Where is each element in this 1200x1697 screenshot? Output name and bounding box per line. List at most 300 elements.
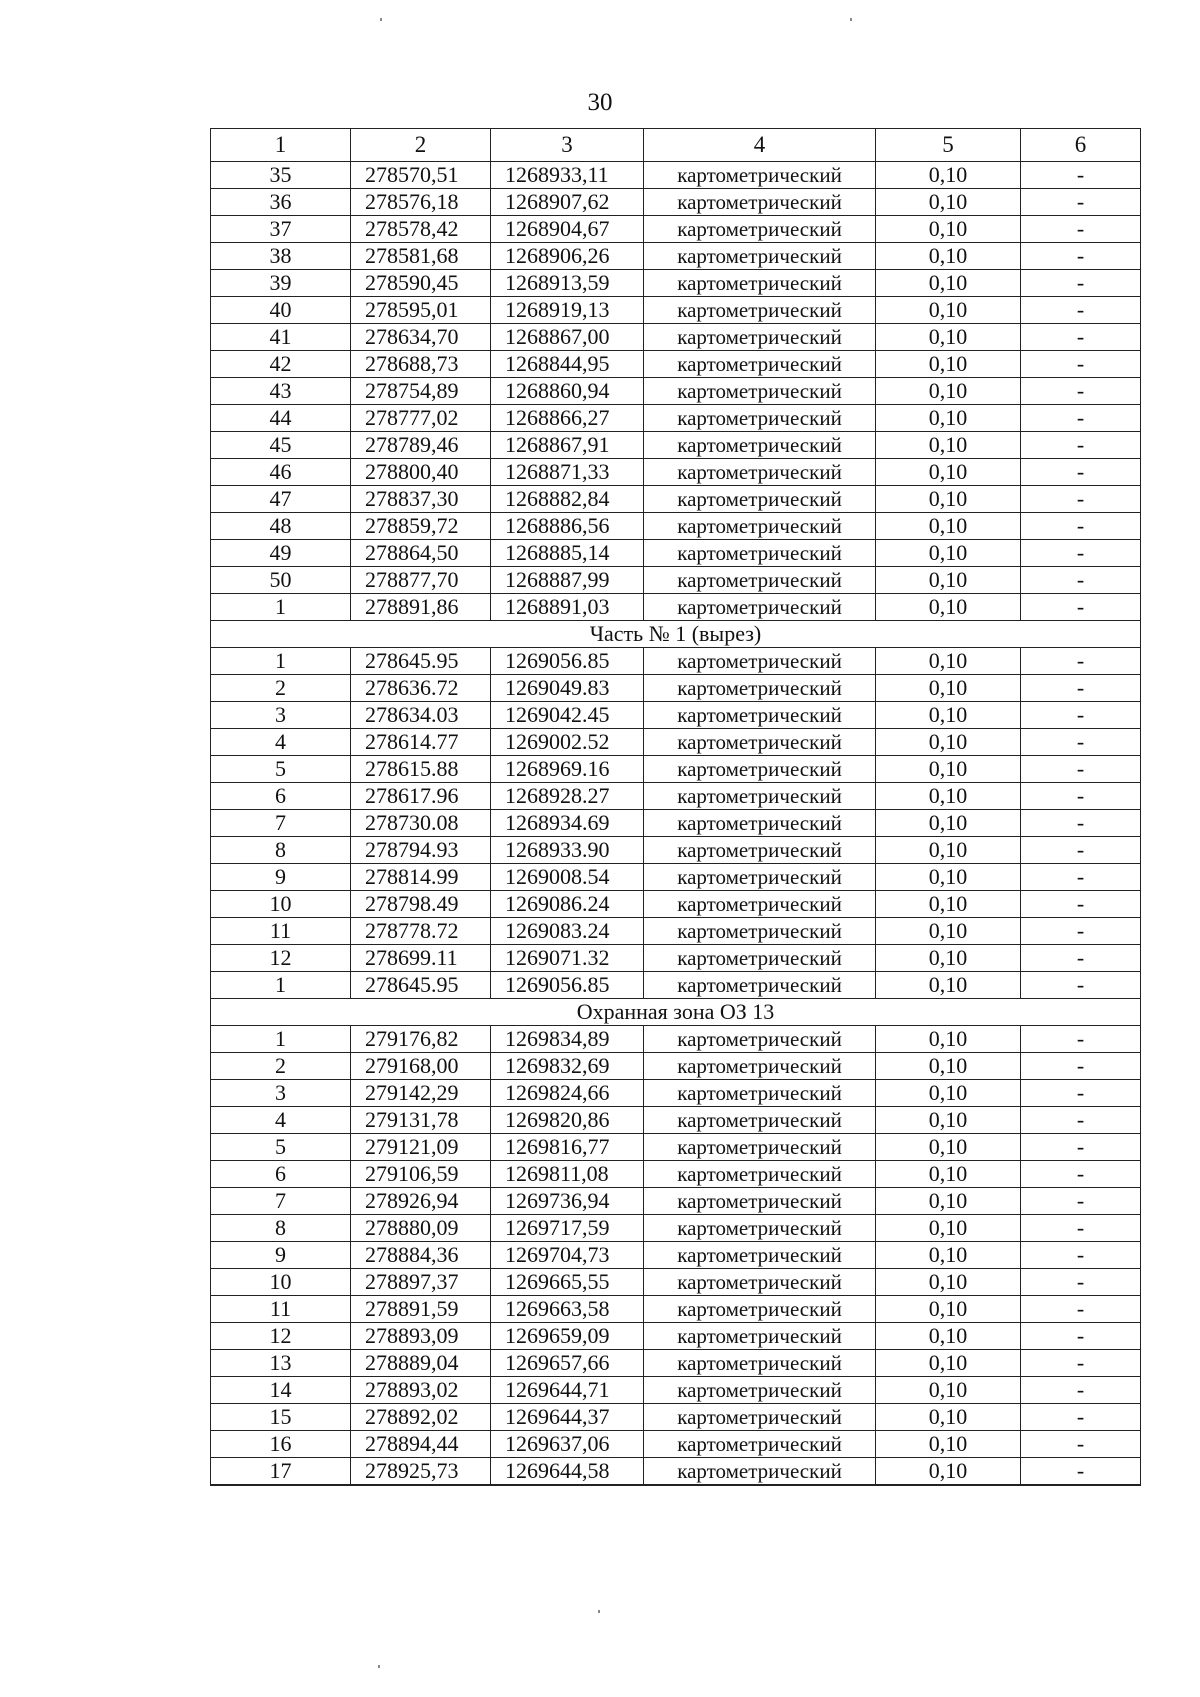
table-row (211, 648, 1141, 675)
method-cell: картометрический (644, 405, 876, 432)
scan-speck (378, 1665, 380, 1668)
section-row (211, 621, 1141, 648)
coord-y-cell: 1268886,56 (491, 513, 644, 540)
note-cell: - (1021, 405, 1141, 432)
table-row (211, 243, 1141, 270)
accuracy-cell: 0,10 (876, 729, 1021, 756)
coord-x-cell: 278570,51 (351, 162, 491, 189)
accuracy-cell: 0,10 (876, 270, 1021, 297)
coord-x-cell: 278688,73 (351, 351, 491, 378)
table-row (211, 459, 1141, 486)
table-row (211, 1107, 1141, 1134)
coord-x-cell: 278645.95 (351, 972, 491, 999)
table-row (211, 1350, 1141, 1377)
table-row (211, 216, 1141, 243)
method-cell: картометрический (644, 459, 876, 486)
coord-x-cell: 279106,59 (351, 1161, 491, 1188)
note-cell: - (1021, 1242, 1141, 1269)
header-cell: 4 (644, 129, 876, 162)
accuracy-cell: 0,10 (876, 837, 1021, 864)
point-number-cell: 12 (211, 1323, 351, 1350)
point-number-cell: 3 (211, 702, 351, 729)
method-cell: картометрический (644, 513, 876, 540)
table-row (211, 1026, 1141, 1053)
table-row (211, 432, 1141, 459)
method-cell: картометрический (644, 1458, 876, 1486)
method-cell: картометрический (644, 864, 876, 891)
accuracy-cell: 0,10 (876, 162, 1021, 189)
table-row (211, 729, 1141, 756)
point-number-cell: 10 (211, 891, 351, 918)
method-cell: картометрический (644, 1323, 876, 1350)
method-cell: картометрический (644, 1296, 876, 1323)
accuracy-cell: 0,10 (876, 189, 1021, 216)
note-cell: - (1021, 945, 1141, 972)
accuracy-cell: 0,10 (876, 1431, 1021, 1458)
coord-x-cell: 279142,29 (351, 1080, 491, 1107)
note-cell: - (1021, 864, 1141, 891)
method-cell: картометрический (644, 945, 876, 972)
method-cell: картометрический (644, 1161, 876, 1188)
point-number-cell: 1 (211, 972, 351, 999)
coord-y-cell: 1269644,37 (491, 1404, 644, 1431)
accuracy-cell: 0,10 (876, 459, 1021, 486)
note-cell: - (1021, 378, 1141, 405)
note-cell: - (1021, 756, 1141, 783)
coord-y-cell: 1269832,69 (491, 1053, 644, 1080)
point-number-cell: 36 (211, 189, 351, 216)
coord-x-cell: 278614.77 (351, 729, 491, 756)
method-cell: картометрический (644, 540, 876, 567)
point-number-cell: 46 (211, 459, 351, 486)
accuracy-cell: 0,10 (876, 1161, 1021, 1188)
method-cell: картометрический (644, 351, 876, 378)
coord-y-cell: 1268867,00 (491, 324, 644, 351)
accuracy-cell: 0,10 (876, 1458, 1021, 1486)
accuracy-cell: 0,10 (876, 297, 1021, 324)
point-number-cell: 43 (211, 378, 351, 405)
coord-y-cell: 1268866,27 (491, 405, 644, 432)
coord-x-cell: 278578,42 (351, 216, 491, 243)
accuracy-cell: 0,10 (876, 1080, 1021, 1107)
coord-x-cell: 278800,40 (351, 459, 491, 486)
coord-x-cell: 278864,50 (351, 540, 491, 567)
accuracy-cell: 0,10 (876, 351, 1021, 378)
coord-y-cell: 1269071.32 (491, 945, 644, 972)
coord-x-cell: 278730.08 (351, 810, 491, 837)
method-cell: картометрический (644, 1026, 876, 1053)
note-cell: - (1021, 459, 1141, 486)
accuracy-cell: 0,10 (876, 918, 1021, 945)
point-number-cell: 9 (211, 864, 351, 891)
header-cell: 2 (351, 129, 491, 162)
note-cell: - (1021, 1215, 1141, 1242)
note-cell: - (1021, 1350, 1141, 1377)
table-row (211, 1080, 1141, 1107)
note-cell: - (1021, 1080, 1141, 1107)
point-number-cell: 49 (211, 540, 351, 567)
point-number-cell: 6 (211, 1161, 351, 1188)
coord-x-cell: 278615.88 (351, 756, 491, 783)
point-number-cell: 7 (211, 810, 351, 837)
point-number-cell: 50 (211, 567, 351, 594)
note-cell: - (1021, 972, 1141, 999)
point-number-cell: 16 (211, 1431, 351, 1458)
coord-y-cell: 1268867,91 (491, 432, 644, 459)
accuracy-cell: 0,10 (876, 1134, 1021, 1161)
note-cell: - (1021, 1458, 1141, 1486)
point-number-cell: 1 (211, 1026, 351, 1053)
note-cell: - (1021, 918, 1141, 945)
method-cell: картометрический (644, 243, 876, 270)
accuracy-cell: 0,10 (876, 405, 1021, 432)
accuracy-cell: 0,10 (876, 540, 1021, 567)
note-cell: - (1021, 891, 1141, 918)
accuracy-cell: 0,10 (876, 1296, 1021, 1323)
table-row (211, 1296, 1141, 1323)
header-cell: 3 (491, 129, 644, 162)
method-cell: картометрический (644, 1431, 876, 1458)
table-row (211, 1053, 1141, 1080)
coord-y-cell: 1269834,89 (491, 1026, 644, 1053)
table-row (211, 324, 1141, 351)
method-cell: картометрический (644, 675, 876, 702)
point-number-cell: 8 (211, 837, 351, 864)
point-number-cell: 11 (211, 918, 351, 945)
coord-x-cell: 278814.99 (351, 864, 491, 891)
note-cell: - (1021, 1026, 1141, 1053)
coord-x-cell: 278859,72 (351, 513, 491, 540)
accuracy-cell: 0,10 (876, 1053, 1021, 1080)
point-number-cell: 45 (211, 432, 351, 459)
note-cell: - (1021, 702, 1141, 729)
coord-y-cell: 1269820,86 (491, 1107, 644, 1134)
coord-x-cell: 278636.72 (351, 675, 491, 702)
scan-speck (380, 18, 382, 21)
coord-y-cell: 1268907,62 (491, 189, 644, 216)
accuracy-cell: 0,10 (876, 324, 1021, 351)
coord-y-cell: 1269736,94 (491, 1188, 644, 1215)
coord-y-cell: 1268860,94 (491, 378, 644, 405)
table-row (211, 567, 1141, 594)
table-row (211, 864, 1141, 891)
coord-y-cell: 1268882,84 (491, 486, 644, 513)
table-row (211, 297, 1141, 324)
table-row (211, 972, 1141, 999)
note-cell: - (1021, 243, 1141, 270)
accuracy-cell: 0,10 (876, 1350, 1021, 1377)
point-number-cell: 38 (211, 243, 351, 270)
method-cell: картометрический (644, 324, 876, 351)
note-cell: - (1021, 162, 1141, 189)
point-number-cell: 3 (211, 1080, 351, 1107)
coord-x-cell: 278581,68 (351, 243, 491, 270)
point-number-cell: 14 (211, 1377, 351, 1404)
accuracy-cell: 0,10 (876, 216, 1021, 243)
note-cell: - (1021, 837, 1141, 864)
coord-y-cell: 1269049.83 (491, 675, 644, 702)
method-cell: картометрический (644, 1188, 876, 1215)
point-number-cell: 5 (211, 756, 351, 783)
accuracy-cell: 0,10 (876, 378, 1021, 405)
accuracy-cell: 0,10 (876, 783, 1021, 810)
point-number-cell: 12 (211, 945, 351, 972)
coord-y-cell: 1268919,13 (491, 297, 644, 324)
coord-y-cell: 1269086.24 (491, 891, 644, 918)
coord-y-cell: 1269663,58 (491, 1296, 644, 1323)
table-row (211, 594, 1141, 621)
table-row (211, 945, 1141, 972)
point-number-cell: 5 (211, 1134, 351, 1161)
coord-x-cell: 278894,44 (351, 1431, 491, 1458)
method-cell: картометрический (644, 810, 876, 837)
accuracy-cell: 0,10 (876, 675, 1021, 702)
note-cell: - (1021, 1053, 1141, 1080)
header-cell: 1 (211, 129, 351, 162)
method-cell: картометрический (644, 567, 876, 594)
coord-y-cell: 1269665,55 (491, 1269, 644, 1296)
section-title: Часть № 1 (вырез) (211, 621, 1141, 648)
coord-y-cell: 1269824,66 (491, 1080, 644, 1107)
coord-y-cell: 1268885,14 (491, 540, 644, 567)
method-cell: картометрический (644, 189, 876, 216)
coord-y-cell: 1269659,09 (491, 1323, 644, 1350)
coord-x-cell: 278884,36 (351, 1242, 491, 1269)
method-cell: картометрический (644, 270, 876, 297)
note-cell: - (1021, 675, 1141, 702)
note-cell: - (1021, 189, 1141, 216)
table-row (211, 702, 1141, 729)
point-number-cell: 13 (211, 1350, 351, 1377)
method-cell: картометрический (644, 648, 876, 675)
method-cell: картометрический (644, 1080, 876, 1107)
coord-x-cell: 278754,89 (351, 378, 491, 405)
table-row (211, 1404, 1141, 1431)
method-cell: картометрический (644, 1242, 876, 1269)
accuracy-cell: 0,10 (876, 702, 1021, 729)
table-row (211, 837, 1141, 864)
point-number-cell: 40 (211, 297, 351, 324)
scan-speck (850, 18, 852, 21)
method-cell: картометрический (644, 432, 876, 459)
coord-y-cell: 1268933,11 (491, 162, 644, 189)
coord-x-cell: 278891,86 (351, 594, 491, 621)
coord-y-cell: 1268844,95 (491, 351, 644, 378)
accuracy-cell: 0,10 (876, 945, 1021, 972)
point-number-cell: 1 (211, 648, 351, 675)
method-cell: картометрический (644, 729, 876, 756)
table-row (211, 891, 1141, 918)
coord-y-cell: 1269717,59 (491, 1215, 644, 1242)
accuracy-cell: 0,10 (876, 1377, 1021, 1404)
note-cell: - (1021, 486, 1141, 513)
table-row (211, 1323, 1141, 1350)
section-title: Охранная зона ОЗ 13 (211, 999, 1141, 1026)
coord-x-cell: 278893,02 (351, 1377, 491, 1404)
note-cell: - (1021, 1377, 1141, 1404)
accuracy-cell: 0,10 (876, 1107, 1021, 1134)
point-number-cell: 39 (211, 270, 351, 297)
table-header-row (211, 129, 1141, 162)
coord-y-cell: 1269657,66 (491, 1350, 644, 1377)
method-cell: картометрический (644, 1404, 876, 1431)
table-row (211, 351, 1141, 378)
note-cell: - (1021, 216, 1141, 243)
table-row (211, 918, 1141, 945)
table-row (211, 513, 1141, 540)
note-cell: - (1021, 729, 1141, 756)
coord-x-cell: 278590,45 (351, 270, 491, 297)
coord-x-cell: 278897,37 (351, 1269, 491, 1296)
table-row (211, 783, 1141, 810)
accuracy-cell: 0,10 (876, 1269, 1021, 1296)
coord-x-cell: 279168,00 (351, 1053, 491, 1080)
method-cell: картометрический (644, 783, 876, 810)
table-row (211, 486, 1141, 513)
accuracy-cell: 0,10 (876, 1215, 1021, 1242)
point-number-cell: 47 (211, 486, 351, 513)
table-body (211, 162, 1141, 1486)
point-number-cell: 9 (211, 1242, 351, 1269)
coord-y-cell: 1268871,33 (491, 459, 644, 486)
note-cell: - (1021, 1107, 1141, 1134)
table-row (211, 1215, 1141, 1242)
coord-x-cell: 279176,82 (351, 1026, 491, 1053)
coord-y-cell: 1268906,26 (491, 243, 644, 270)
point-number-cell: 1 (211, 594, 351, 621)
method-cell: картометрический (644, 1134, 876, 1161)
coord-x-cell: 278837,30 (351, 486, 491, 513)
coord-y-cell: 1269637,06 (491, 1431, 644, 1458)
coord-y-cell: 1268933.90 (491, 837, 644, 864)
coord-x-cell: 278926,94 (351, 1188, 491, 1215)
coord-y-cell: 1269056.85 (491, 648, 644, 675)
accuracy-cell: 0,10 (876, 1188, 1021, 1215)
table-row (211, 1377, 1141, 1404)
header-cell: 5 (876, 129, 1021, 162)
point-number-cell: 15 (211, 1404, 351, 1431)
method-cell: картометрический (644, 594, 876, 621)
table-row (211, 675, 1141, 702)
coord-y-cell: 1268934.69 (491, 810, 644, 837)
scan-speck (598, 1610, 600, 1613)
note-cell: - (1021, 1323, 1141, 1350)
table-row (211, 1242, 1141, 1269)
coord-y-cell: 1269083.24 (491, 918, 644, 945)
accuracy-cell: 0,10 (876, 513, 1021, 540)
coord-x-cell: 278877,70 (351, 567, 491, 594)
coord-x-cell: 278891,59 (351, 1296, 491, 1323)
method-cell: картометрический (644, 1269, 876, 1296)
coord-y-cell: 1269002.52 (491, 729, 644, 756)
table-row (211, 1269, 1141, 1296)
accuracy-cell: 0,10 (876, 972, 1021, 999)
accuracy-cell: 0,10 (876, 567, 1021, 594)
accuracy-cell: 0,10 (876, 648, 1021, 675)
method-cell: картометрический (644, 1350, 876, 1377)
table-row (211, 810, 1141, 837)
table-row (211, 189, 1141, 216)
accuracy-cell: 0,10 (876, 891, 1021, 918)
method-cell: картометрический (644, 378, 876, 405)
note-cell: - (1021, 1188, 1141, 1215)
coord-x-cell: 278889,04 (351, 1350, 491, 1377)
note-cell: - (1021, 513, 1141, 540)
note-cell: - (1021, 297, 1141, 324)
table-row (211, 378, 1141, 405)
coord-x-cell: 278925,73 (351, 1458, 491, 1486)
coord-x-cell: 278778.72 (351, 918, 491, 945)
method-cell: картометрический (644, 162, 876, 189)
table-row (211, 1431, 1141, 1458)
coord-x-cell: 278576,18 (351, 189, 491, 216)
point-number-cell: 4 (211, 729, 351, 756)
point-number-cell: 42 (211, 351, 351, 378)
coord-y-cell: 1268904,67 (491, 216, 644, 243)
note-cell: - (1021, 1431, 1141, 1458)
point-number-cell: 17 (211, 1458, 351, 1486)
table-row (211, 756, 1141, 783)
coord-y-cell: 1268928.27 (491, 783, 644, 810)
note-cell: - (1021, 648, 1141, 675)
point-number-cell: 10 (211, 1269, 351, 1296)
table-row (211, 540, 1141, 567)
coord-x-cell: 278880,09 (351, 1215, 491, 1242)
table-row (211, 1161, 1141, 1188)
coord-x-cell: 278595,01 (351, 297, 491, 324)
coord-y-cell: 1268891,03 (491, 594, 644, 621)
method-cell: картометрический (644, 891, 876, 918)
section-row (211, 999, 1141, 1026)
table-row (211, 1458, 1141, 1486)
coord-y-cell: 1269816,77 (491, 1134, 644, 1161)
note-cell: - (1021, 432, 1141, 459)
accuracy-cell: 0,10 (876, 594, 1021, 621)
note-cell: - (1021, 1296, 1141, 1323)
coord-y-cell: 1268913,59 (491, 270, 644, 297)
coord-x-cell: 278798.49 (351, 891, 491, 918)
accuracy-cell: 0,10 (876, 810, 1021, 837)
method-cell: картометрический (644, 216, 876, 243)
method-cell: картометрический (644, 918, 876, 945)
coord-x-cell: 279121,09 (351, 1134, 491, 1161)
coord-x-cell: 278645.95 (351, 648, 491, 675)
accuracy-cell: 0,10 (876, 486, 1021, 513)
point-number-cell: 2 (211, 1053, 351, 1080)
header-cell: 6 (1021, 129, 1141, 162)
note-cell: - (1021, 783, 1141, 810)
note-cell: - (1021, 1161, 1141, 1188)
accuracy-cell: 0,10 (876, 432, 1021, 459)
coordinates-table (210, 128, 1141, 1486)
point-number-cell: 35 (211, 162, 351, 189)
note-cell: - (1021, 567, 1141, 594)
page-number: 30 (587, 89, 613, 116)
accuracy-cell: 0,10 (876, 1323, 1021, 1350)
coord-y-cell: 1269644,71 (491, 1377, 644, 1404)
coord-x-cell: 278634,70 (351, 324, 491, 351)
point-number-cell: 6 (211, 783, 351, 810)
table-row (211, 270, 1141, 297)
note-cell: - (1021, 324, 1141, 351)
coord-x-cell: 279131,78 (351, 1107, 491, 1134)
table-row (211, 405, 1141, 432)
coord-x-cell: 278892,02 (351, 1404, 491, 1431)
coord-x-cell: 278617.96 (351, 783, 491, 810)
method-cell: картометрический (644, 1377, 876, 1404)
point-number-cell: 11 (211, 1296, 351, 1323)
point-number-cell: 2 (211, 675, 351, 702)
